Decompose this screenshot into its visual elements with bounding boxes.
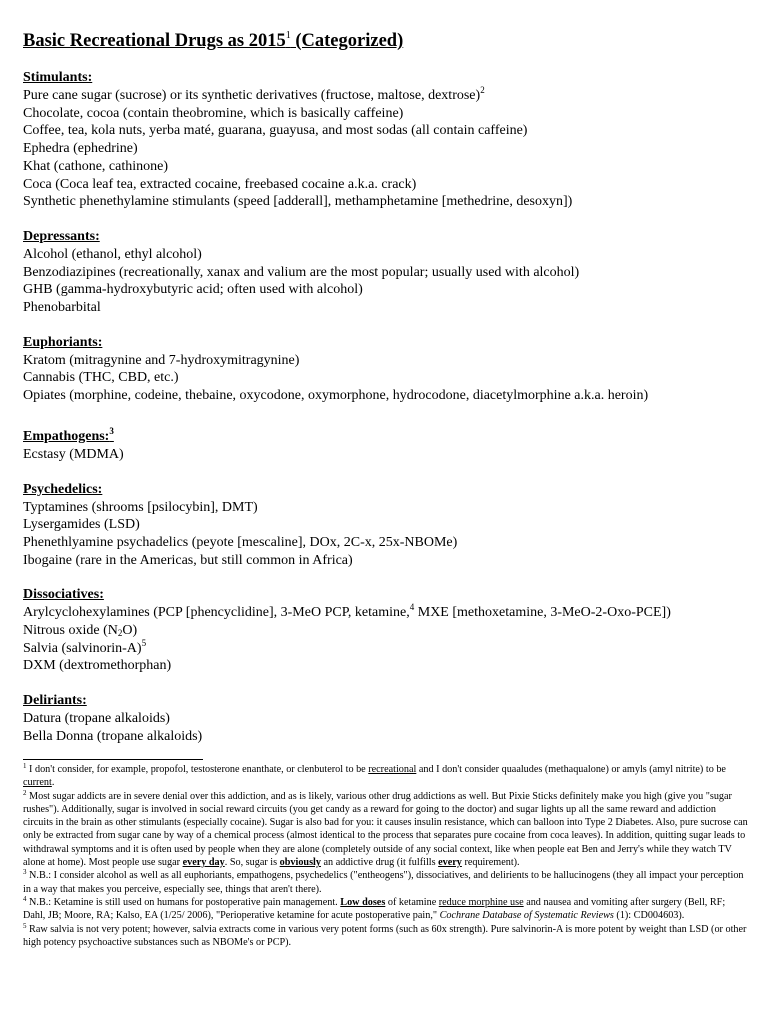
category-heading-text: Empathogens: bbox=[23, 428, 110, 444]
footnote-text: and nausea and vomiting after surgery (Bell, RF; Dahl, JB; Moore, RA; Kalso, EA (1/25/ 2006), "Perioperative ketamine for acute postoperative pain," bbox=[23, 896, 726, 922]
category-heading bbox=[23, 334, 753, 352]
drug-item bbox=[23, 657, 753, 675]
footnote-text: Raw salvia is not very potent; however, salvia extracts come in various very potent forms (such as 60x strength). Pure salvinorin-A is more potent by weight than LSD (or other high potency psychoactive substances such as NBOMe's or PCP). bbox=[23, 923, 747, 948]
footnote-text: of ketamine bbox=[385, 896, 439, 908]
footnote bbox=[23, 763, 748, 790]
drug-item-text: Lysergamides (LSD) bbox=[23, 517, 140, 533]
category-heading-text: Euphoriants: bbox=[23, 334, 103, 350]
footnote bbox=[23, 896, 748, 923]
drug-item bbox=[23, 446, 753, 464]
footnote-emphasis: every bbox=[438, 857, 462, 869]
footnote-emphasis: reduce morphine use bbox=[438, 896, 524, 908]
drug-item bbox=[23, 193, 753, 211]
document-body bbox=[23, 24, 753, 763]
footnote-emphasis: current bbox=[23, 777, 52, 789]
drug-item-text: Ephedra (ephedrine) bbox=[23, 141, 138, 157]
drug-category-list bbox=[23, 69, 753, 746]
footnote-number: 1 bbox=[23, 762, 27, 770]
category-section bbox=[23, 228, 753, 317]
footnote-number: 2 bbox=[23, 788, 27, 797]
footnote-ref: 4 bbox=[409, 602, 415, 613]
drug-item bbox=[23, 264, 753, 282]
footnote-text: Most sugar addicts are in severe denial over this addiction, and as is likely, various other drug addictions as well. But Pixie Sticks definitely make you high (give you "sugar rushes"). Additionally, sugar is involved in social reward circuits (you get candy as a reward for going to the doctor) and sugar lights up all the same reward and addiction circuits in the brain as other stimulants (especially cocaine). Sugar is also bad for you: it causes insulin resistance, which can balloon into Type 2 Diabetes. Also, pure sucrose can only be extracted from sugar cane by way of a chemical process (almost identical to the process that separates pure cocaine from coca leaves). In addition, quitting sugar leads to withdrawal symptoms and it is often used by people when they are alone (completely outside of any social context, like when people eat Ben and Jerry's while they watch TV alone at home). Most people use sugar bbox=[23, 790, 748, 869]
drug-item-text: Arylcyclohexylamines (PCP [phencyclidine], 3-MeO PCP, ketamine, bbox=[23, 605, 410, 621]
drug-item-text: Chocolate, cocoa (contain theobromine, which is basically caffeine) bbox=[23, 105, 404, 121]
drug-item bbox=[23, 87, 753, 105]
category-heading bbox=[23, 586, 753, 604]
drug-item bbox=[23, 552, 753, 570]
category-heading bbox=[23, 481, 753, 499]
drug-item-text-cont: MXE [methoxetamine, 3-MeO-2-Oxo-PCE]) bbox=[414, 605, 671, 621]
footnote-emphasis: recreational bbox=[368, 764, 417, 775]
drug-item bbox=[23, 516, 753, 534]
category-section bbox=[23, 334, 753, 405]
drug-item-text: Bella Donna (tropane alkaloids) bbox=[23, 728, 203, 744]
footnote-number: 4 bbox=[23, 894, 27, 903]
drug-item-text: Kratom (mitragynine and 7-hydroxymitragynine) bbox=[23, 352, 300, 368]
title-footnote-ref: 1 bbox=[285, 30, 291, 41]
category-heading bbox=[23, 422, 753, 446]
category-heading-text: Deliriants: bbox=[23, 693, 87, 709]
category-heading-text: Dissociatives: bbox=[23, 587, 104, 603]
drug-item bbox=[23, 352, 753, 370]
category-section bbox=[23, 692, 753, 745]
drug-item-text: Synthetic phenethylamine stimulants (speed [adderall], methamphetamine [methedrine, desoxyn]) bbox=[23, 194, 573, 210]
footnote-emphasis: Cochrane Database of Systematic Reviews bbox=[439, 910, 614, 922]
drug-item bbox=[23, 710, 753, 728]
drug-item bbox=[23, 499, 753, 517]
category-heading-text: Psychedelics: bbox=[23, 481, 103, 497]
drug-item-text: Phenethlyamine psychadelics (peyote [mescaline], DOx, 2C-x, 25x-NBOMe) bbox=[23, 534, 458, 550]
footnote-ref: 5 bbox=[141, 637, 147, 648]
title-text: Basic Recreational Drugs as 2015 bbox=[23, 31, 286, 51]
footnote-text: N.B.: Ketamine is still used on humans for postoperative pain management. bbox=[26, 896, 341, 908]
category-heading bbox=[23, 692, 753, 710]
drug-item bbox=[23, 728, 753, 746]
drug-item-text: Ecstasy (MDMA) bbox=[23, 446, 124, 462]
drug-item bbox=[23, 387, 753, 405]
drug-item-text: Coca (Coca leaf tea, extracted cocaine, freebased cocaine a.k.a. crack) bbox=[23, 176, 417, 192]
drug-item-text: Nitrous oxide (N bbox=[23, 623, 118, 639]
category-section bbox=[23, 586, 753, 675]
category-section bbox=[23, 481, 753, 570]
drug-item bbox=[23, 299, 753, 317]
drug-item bbox=[23, 158, 753, 176]
footnote bbox=[23, 923, 748, 950]
footnote-text: N.B.: I consider alcohol as well as all euphoriants, empathogens, psychedelics ("entheogens"), dissociatives, and delirients to be hallucinogens (they all impact your perception in a way that makes you perceive, especially see, things that aren't there). bbox=[23, 870, 744, 895]
category-heading-text: Stimulants: bbox=[23, 70, 93, 85]
drug-item-text: Benzodiazipines (recreationally, xanax and valium are the most popular; usually used with alcohol) bbox=[23, 264, 580, 280]
footnote-text: requirement). bbox=[461, 857, 520, 869]
footnote-emphasis: Low doses bbox=[340, 896, 386, 908]
footnote-ref: 2 bbox=[480, 85, 485, 95]
drug-item-text: Cannabis (THC, CBD, etc.) bbox=[23, 370, 179, 386]
category-heading-text: Depressants: bbox=[23, 228, 100, 244]
drug-item bbox=[23, 176, 753, 194]
drug-item bbox=[23, 534, 753, 552]
drug-item bbox=[23, 122, 753, 140]
footnote bbox=[23, 869, 748, 896]
footnote-ref: 3 bbox=[109, 425, 114, 436]
drug-item bbox=[23, 622, 753, 640]
drug-item-text: Opiates (morphine, codeine, thebaine, oxycodone, oxymorphone, hydrocodone, diacetylmorphine a.k.a. heroin) bbox=[23, 388, 649, 404]
title-suffix: (Categorized) bbox=[290, 31, 404, 51]
footnote bbox=[23, 790, 748, 870]
category-heading bbox=[23, 69, 753, 87]
footnote-emphasis: every day bbox=[182, 857, 225, 869]
drug-item-text: Datura (tropane alkaloids) bbox=[23, 711, 170, 727]
footnote-text: and I don't consider quaaludes (methaqualone) or amyls (amyl nitrite) to be bbox=[416, 764, 726, 775]
drug-item-text: Phenobarbital bbox=[23, 300, 101, 316]
drug-item-text: Coffee, tea, kola nuts, yerba maté, guarana, guayusa, and most sodas (all contain caffeine) bbox=[23, 123, 528, 139]
drug-item-text-cont: O) bbox=[122, 623, 138, 639]
drug-item bbox=[23, 246, 753, 264]
drug-item-text: DXM (dextromethorphan) bbox=[23, 658, 172, 674]
footnote-number: 5 bbox=[23, 921, 27, 930]
footnote-text: . So, sugar is bbox=[224, 857, 280, 869]
category-section bbox=[23, 422, 753, 464]
drug-item-text: Typtamines (shrooms [psilocybin], DMT) bbox=[23, 499, 258, 515]
drug-item-text: Salvia (salvinorin-A) bbox=[23, 640, 142, 656]
drug-item bbox=[23, 369, 753, 387]
footnote-separator bbox=[23, 759, 203, 760]
drug-item-text: Khat (cathone, cathinone) bbox=[23, 158, 168, 174]
drug-item bbox=[23, 637, 753, 658]
drug-item-text: Pure cane sugar (sucrose) or its synthetic derivatives (fructose, maltose, dextrose) bbox=[23, 88, 481, 103]
footnote-text: I don't consider, for example, propofol, testosterone enanthate, or clenbuterol to be bbox=[26, 764, 369, 775]
drug-item bbox=[23, 105, 753, 123]
footnote-text: . bbox=[51, 777, 55, 789]
drug-item bbox=[23, 140, 753, 158]
footnote-text: an addictive drug (it fulfills bbox=[320, 857, 439, 869]
footnotes bbox=[23, 763, 748, 949]
footnote-text: (1): CD004603). bbox=[613, 910, 685, 922]
drug-item-text: GHB (gamma-hydroxybutyric acid; often used with alcohol) bbox=[23, 282, 363, 298]
page-title bbox=[23, 24, 753, 53]
category-heading bbox=[23, 228, 753, 246]
drug-item bbox=[23, 281, 753, 299]
footnote-number: 3 bbox=[23, 868, 27, 877]
drug-item bbox=[23, 604, 753, 622]
category-section bbox=[23, 69, 753, 211]
subscript: 2 bbox=[117, 628, 123, 639]
drug-item-text: Ibogaine (rare in the Americas, but still common in Africa) bbox=[23, 552, 353, 568]
footnote-emphasis: obviously bbox=[279, 857, 321, 869]
drug-item-text: Alcohol (ethanol, ethyl alcohol) bbox=[23, 246, 202, 262]
